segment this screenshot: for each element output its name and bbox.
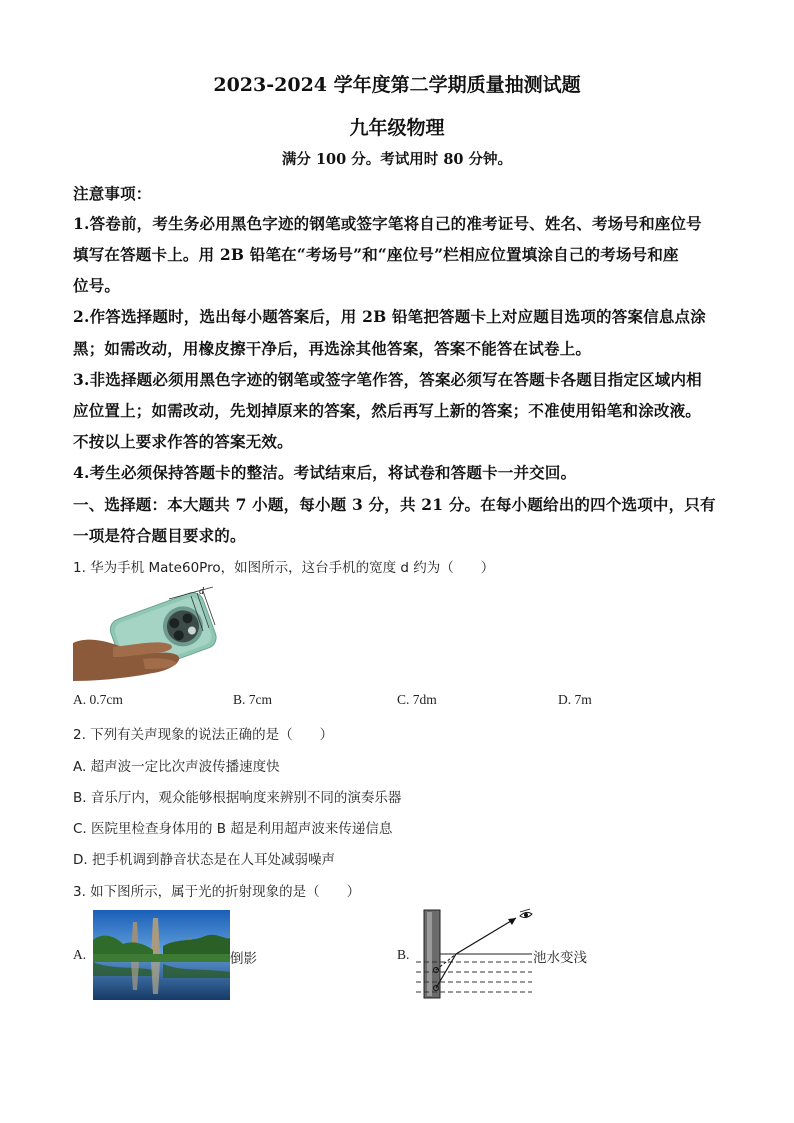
q1-option-c: C. 7dm xyxy=(397,692,437,707)
section-heading: 一、选择题：本大题共 7 小题，每小题 3 分，共 21 分。在每小题给出的四个选项中，只有 xyxy=(73,495,716,514)
notice-line: 1.答卷前，考生务必用黑色字迹的钢笔或签字笔将自己的准考证号、姓名、考场号和座位号 xyxy=(73,214,702,233)
notice-line: 填写在答题卡上。用 2B 铅笔在“考场号”和“座位号”栏相应位置填涂自己的考场号和座 xyxy=(73,245,679,264)
subject-title: 九年级物理 xyxy=(349,117,445,139)
question-2-stem: 2. 下列有关声现象的说法正确的是（ ） xyxy=(73,727,334,743)
notice-heading: 注意事项： xyxy=(73,184,152,203)
score-info: 满分 100 分。考试用时 80 分钟。 xyxy=(281,151,513,168)
section-heading: 一项是符合题目要求的。 xyxy=(73,526,246,545)
notice-line: 位号。 xyxy=(73,276,121,295)
phone-photo xyxy=(73,585,221,683)
notice-line: 不按以上要求作答的答案无效。 xyxy=(73,432,293,451)
q3-option-b-caption: 池水变浅 xyxy=(533,950,587,966)
notice-line: 黑；如需改动，用橡皮擦干净后，再选涂其他答案，答案不能答在试卷上。 xyxy=(73,339,592,358)
question-3-stem: 3. 如下图所示，属于光的折射现象的是（ ） xyxy=(73,884,361,900)
q2-option-a: A. 超声波一定比次声波传播速度快 xyxy=(73,759,280,775)
q3-option-a-caption: 倒影 xyxy=(230,951,257,966)
notice-line: 应位置上；如需改动，先划掉原来的答案，然后再写上新的答案；不准使用铅笔和涂改液。 xyxy=(73,401,702,420)
q2-option-b: B. 音乐厅内，观众能够根据响度来辨别不同的演奏乐器 xyxy=(73,790,402,806)
reflection-photo xyxy=(93,910,230,1000)
q1-option-a: A. 0.7cm xyxy=(73,692,123,707)
q2-option-c: C. 医院里检查身体用的 B 超是利用超声波来传递信息 xyxy=(73,821,393,837)
question-1-stem: 1. 华为手机 Mate60Pro，如图所示，这台手机的宽度 d 约为（ ） xyxy=(73,560,495,576)
notice-line: 2.作答选择题时，选出每小题答案后，用 2B 铅笔把答题卡上对应题目选项的答案信息点涂 xyxy=(73,307,706,326)
notice-line: 4.考生必须保持答题卡的整洁。考试结束后，将试卷和答题卡一并交回。 xyxy=(73,463,577,482)
exam-title: 2023-2024 学年度第二学期质量抽测试题 xyxy=(213,74,581,96)
width-label-d: d xyxy=(199,586,204,597)
q2-option-d: D. 把手机调到静音状态是在人耳处减弱噪声 xyxy=(73,852,335,868)
q1-option-b: B. 7cm xyxy=(233,692,272,707)
q3-option-b-letter: B. xyxy=(397,947,410,962)
q3-option-a-letter: A. xyxy=(73,947,87,962)
q1-option-d: D. 7m xyxy=(558,692,592,707)
notice-line: 3.非选择题必须用黑色字迹的钢笔或签字笔作答，答案必须写在答题卡各题目指定区域内相 xyxy=(73,370,702,389)
